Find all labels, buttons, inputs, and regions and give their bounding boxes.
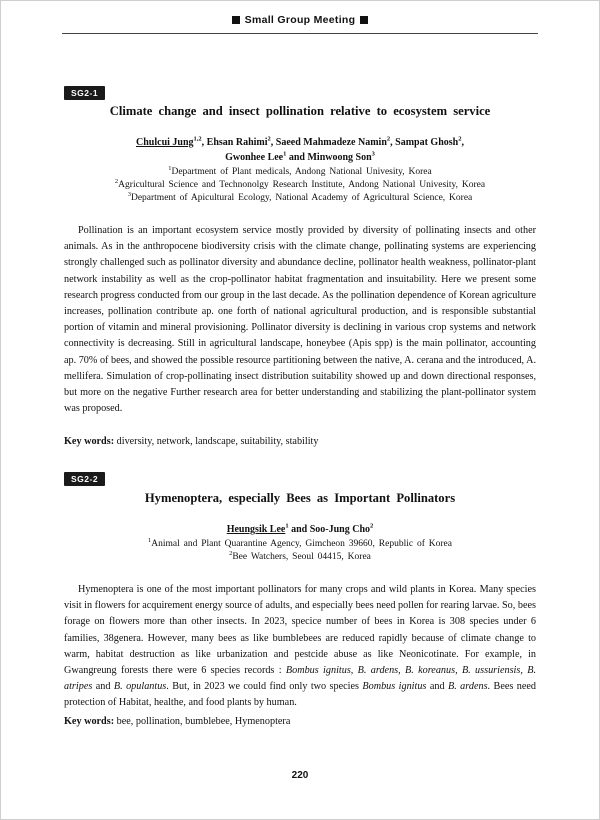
species-name: B. opulantus xyxy=(113,681,167,693)
affiliation xyxy=(64,179,536,192)
abstract-text: Hymenoptera is one of the most important pollinators for many crops and wild plants in Korea. Many species visit in flowers for acquirement energy source of adults, and especially bees need pollen for rearing larvae. So, bees forage on flowers more than other insects. In 2023, specice number of bees in Korea is 308 species under 6 families, 38genera. However, many bees as like bumblebees are reduced rapidly because of climate change to warm, habitat destruction as like urbanization and pestcide abuse as like Neonicotinate. For example, in Gwangreung forests there were 6 species records : xyxy=(64,584,536,677)
author-list: Chulcui Jung$^{1,2}$, Ehsan Rahimi$^2$, Saeed Mahmadeze Namin$^2$, Sampat Ghosh$^2$, Gwonhee Lee$^1$ and Minwoong Son$^3$ xyxy=(136,135,464,163)
affiliation-list xyxy=(64,166,536,205)
presenting-author: Chulcui Jung xyxy=(136,137,194,148)
author: Gwonhee Lee xyxy=(225,152,284,163)
author-sup: 2 xyxy=(267,135,271,143)
keywords-label: Key words: xyxy=(64,716,115,727)
author: Soo-Jung Cho xyxy=(309,524,371,535)
header-title: Small Group Meeting xyxy=(244,14,356,26)
affiliation-text: Department of Apicultural Ecology, National Academy of Agricultural Science, Korea xyxy=(130,193,473,203)
keywords-line xyxy=(64,716,536,727)
author-conjunction: and xyxy=(291,524,308,535)
abstract-text: . Bees need protection of Habitat, healthe, and food plants by human. xyxy=(64,681,536,709)
author: Saeed Mahmadeze Namin xyxy=(275,137,387,148)
abstract-body xyxy=(64,582,536,712)
affiliation xyxy=(64,538,536,551)
author: Ehsan Rahimi xyxy=(206,137,268,148)
author-sup: 1 xyxy=(283,150,287,158)
species-name: B. koreanus, xyxy=(405,665,458,677)
abstract-text: and xyxy=(426,681,448,693)
affiliation xyxy=(64,166,536,179)
affiliation-sup: 2 xyxy=(229,549,233,557)
species-name: Bombus ignitus xyxy=(362,681,427,693)
author-sup: 2 xyxy=(370,522,374,530)
square-bullet-icon xyxy=(232,16,240,24)
presenting-author: Heungsik Lee xyxy=(226,524,286,535)
abstract-title: Climate change and insect pollination relative to ecosystem service xyxy=(109,104,491,118)
author: Minwoong Son xyxy=(307,152,372,163)
author-conjunction: and xyxy=(288,152,305,163)
running-header xyxy=(0,14,600,26)
keywords-text: diversity, network, landscape, suitability, stability xyxy=(116,436,319,447)
species-name: B. ardens, xyxy=(357,665,401,677)
header-rule xyxy=(62,33,538,34)
author-sup: 2 xyxy=(386,135,391,143)
affiliation-sup: 1 xyxy=(148,536,152,544)
keywords-text: bee, pollination, bumblebee, Hymenoptera xyxy=(116,716,291,727)
species-name: Bombus ignitus, xyxy=(285,665,354,677)
author-sup: 3 xyxy=(371,150,375,158)
affiliation-list xyxy=(64,538,536,564)
affiliation-sup: 3 xyxy=(127,190,131,198)
abstract-body: Pollination is an important ecosystem service mostly provided by diversity of pollinating insects and other animals. As in the anthropocene biodiversity crisis with the climate change, pollinating systems are experiencing strongly challenged such as pollinator diversity and abundance decline, pollinator health weakness, pollinator-plant network instability as well as the crop-pollinator habitat fragmentation and insuitability. Here we present some research progress conducted from our group in the last decade. As the pollination dependence of Korean agriculture increases, pollination contribute ap. one forth of national agricultural production, and is responsible substantial portion of vitamin and mineral provisioning. Pollinator diversity is declining in various crop systems and network connectivity is decreasing. Still in agricultural landscape, honeybee (Apis spp) is the main pollinator, accounting ap. 70% of bees, and showed the possible resource partitioning between the native, A. cerana and the introduced, A. mellifera. Simulation of crop-pollinating insect distribution suitability showed up and down directional responses, but more on the negative Further research area for better understanding and stabilizing the plant-pollinator system was proposed. xyxy=(64,225,536,415)
keywords-line xyxy=(64,436,536,447)
abstract-title: Hymenoptera, especially Bees as Important Pollinators xyxy=(144,491,456,505)
author-sup: 2 xyxy=(458,135,462,143)
affiliation xyxy=(64,192,536,205)
author: Sampat Ghosh xyxy=(395,137,459,148)
species-name: B. atripes xyxy=(64,665,536,693)
affiliation xyxy=(64,551,536,564)
affiliation-text: Bee Watchers, Seoul 04415, Korea xyxy=(232,552,371,562)
affiliation-text: Animal and Plant Quarantine Agency, Gimcheon 39660, Republic of Korea xyxy=(151,539,452,549)
abstract-text: . But, in 2023 we could find only two species xyxy=(166,681,363,693)
page-number: 220 xyxy=(291,770,309,781)
author-sup: 1,2 xyxy=(193,135,202,143)
section-badge: SG2-1 xyxy=(64,86,105,100)
affiliation-sup: 1 xyxy=(168,164,172,172)
affiliation-text: Department of Plant medicals, Andong National Univesity, Korea xyxy=(171,167,432,177)
affiliation-text: Agricultural Science and Technonolgy Research Institute, Andong National Univesity, Korea xyxy=(118,180,486,190)
section-badge: SG2-2 xyxy=(64,472,105,486)
author-list xyxy=(64,522,536,537)
author-sup: 1 xyxy=(285,522,289,530)
square-bullet-icon xyxy=(360,16,368,24)
abstract-text: and xyxy=(92,681,114,693)
species-name: B. ardens xyxy=(447,681,488,693)
species-name: B. ussuriensis, xyxy=(461,665,523,677)
keywords-label: Key words: xyxy=(64,436,115,447)
affiliation-sup: 2 xyxy=(114,177,119,185)
